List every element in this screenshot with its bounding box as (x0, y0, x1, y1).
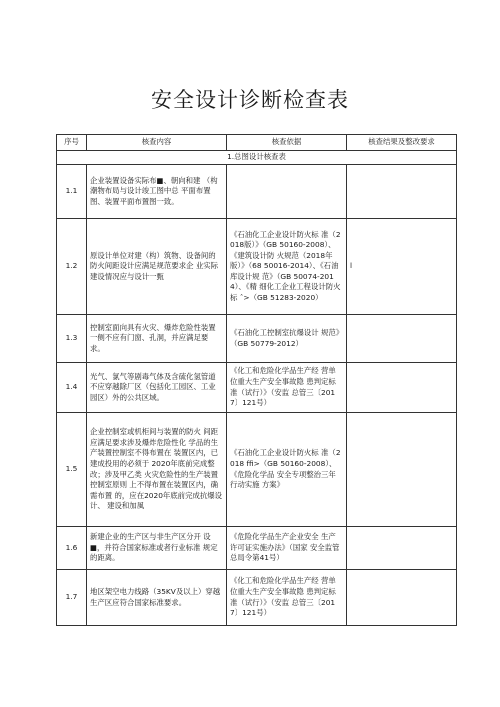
check-basis: 《石油化工控制室抗爆设计 规范》（GB 50779-2012） (227, 315, 347, 363)
check-basis: 《化工和危险化学品生产经 营单位重大生产安全事故隐 患判定标准（试行）》（安监 总管三〔2017〕121号） (227, 570, 347, 626)
check-content: 企业装置设备实际布■、朝向和建 （构潮物布局与设计竣工图中总 平面布置图、装置平面布置图一致。 (87, 165, 227, 219)
document-title: 安全设计诊断检查表 (151, 88, 349, 112)
check-result (347, 570, 457, 626)
table-row (57, 527, 457, 570)
table-row (57, 570, 457, 626)
check-result (347, 315, 457, 363)
table-row (57, 413, 457, 527)
check-result: l (347, 219, 457, 315)
check-content: 企业控制室或机柜间与装置的防火 间距应满足要求涉及爆炸危险性化 学品的生产装置控制室不得布置在 装置区内，已建成投用的必须于 2020年底前完成整改；涉及甲乙类 火灾危险性的生产装置控制室原则 上不得布置在装置区内，确需布置 的，应在2020年底前完成抗爆设计、 建设和加風 (87, 413, 227, 527)
table-header-row (57, 135, 457, 151)
table-row (57, 315, 457, 363)
check-basis: 《石油化工企业设计防火标 准（2018 ffi>（GB 50160-2008）、《危险化学品 安全专项整治三年行动实施 方案》 (227, 413, 347, 527)
row-number: 1.2 (57, 219, 87, 315)
check-content: 原设计单位对建（构）筑物、设备间的防火间距设计应满足规范要求企 业实际建设情况应与设计一甄 (87, 219, 227, 315)
table-row (57, 363, 457, 413)
row-number: 1.3 (57, 315, 87, 363)
check-result (347, 165, 457, 219)
header-content: 核查内容 (87, 135, 227, 151)
section-title: 1.总图设计核查表 (57, 151, 457, 165)
check-basis: 《化工和危险化学品生产经 营单位重大生产安全事故隐 患判定标准（试行）》（安监 总管三〔2017〕121号） (227, 363, 347, 413)
section-row (57, 151, 457, 165)
table-row (57, 165, 457, 219)
header-number: 序号 (57, 135, 87, 151)
check-result (347, 413, 457, 527)
row-number: 1.6 (57, 527, 87, 570)
check-content: 控制室面向具有火灾、爆炸危险性装置一侧不应有门窗、孔洞，并应满足要求。 (87, 315, 227, 363)
check-result (347, 527, 457, 570)
row-number: 1.5 (57, 413, 87, 527)
row-number: 1.7 (57, 570, 87, 626)
header-basis: 核查依据 (227, 135, 347, 151)
row-number: 1.1 (57, 165, 87, 219)
check-basis: 《危险化学品生产企业安全 生产许可证实施办法》（国家 安全监管总局令第41号） (227, 527, 347, 570)
checklist-table (56, 134, 457, 626)
check-result (347, 363, 457, 413)
check-content: 新建企业的生产区与非生产区分开 设 ■，并符合国家标准或者行业标准 规定的距离。 (87, 527, 227, 570)
check-content: 光气、氯气等剧毒气体及含硫化氢管道不应穿越除厂区（包括化工园区、工业园区）外的公共区域。 (87, 363, 227, 413)
header-result: 核查结果及整改要求 (347, 135, 457, 151)
check-content: 地区架空电力线路（35KV及以上）穿越生产区应符合国家标准要求。 (87, 570, 227, 626)
table-row (57, 219, 457, 315)
check-basis (227, 165, 347, 219)
row-number: 1.4 (57, 363, 87, 413)
check-basis: 《石油化工企业设计防火标 准（2018版）》（GB 50160-2008）、《建筑设计防 火规范（2018年版）》（68 50016-2014）、《石油库设计规 范》（GB 50074-2014）、《精 细化工企业工程设计防火标 ˆ>（GB 51283-2020） (227, 219, 347, 315)
